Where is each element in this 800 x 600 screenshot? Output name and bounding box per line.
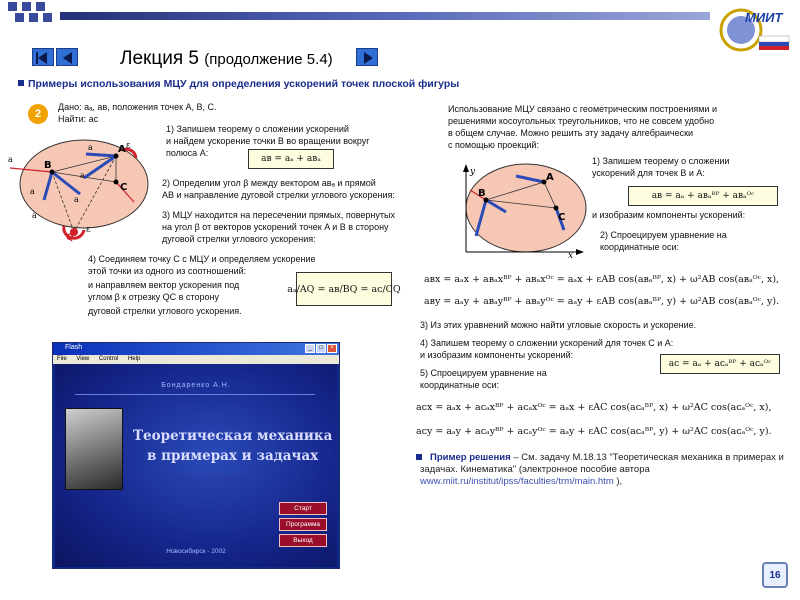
flash-stage	[55, 364, 337, 567]
svg-text:B: B	[44, 160, 52, 171]
flash-window	[52, 342, 340, 569]
step4-line3: и направляем вектор ускорения под	[88, 280, 240, 290]
step1-line1: 1) Запишем теорему о сложении ускорений	[166, 124, 349, 134]
right-body-diagram	[456, 160, 590, 260]
deco-square	[43, 13, 52, 22]
book-title-line2: в примерах и задачах	[147, 448, 319, 464]
example-label: Пример решения	[430, 452, 511, 463]
deco-square	[22, 2, 31, 11]
miit-logo	[715, 6, 795, 52]
svg-text:a: a	[32, 211, 37, 220]
r4-formula: aᴄ = aₐ + aᴄₐᴮᴾ + aᴄₐᴼᶜ	[660, 354, 780, 374]
r4-line1: 4) Запишем теорему о сложении ускорений для точек C и A:	[420, 338, 674, 348]
step1-line2: и найдем ускорение точки B во вращении вокруг	[166, 136, 370, 146]
step1-line3: полюса A:	[166, 148, 209, 158]
left-body-diagram	[4, 132, 160, 242]
menu-control[interactable]: Control	[98, 356, 119, 362]
program-button[interactable]: Программа	[279, 518, 327, 531]
r2-line2: координатные оси:	[600, 242, 680, 252]
flash-author: Бондаренко А.Н.	[161, 382, 231, 389]
minimize-button[interactable]: _	[305, 344, 315, 353]
intro-line1: Использование МЦУ связано с геометрическим построениями и	[448, 104, 717, 114]
equation-by: aʙy = aₐy + aʙₐyᴮᴾ + aʙₐyᴼᶜ = aₐy + εAB cos(aʙₐᴮᴾ, y) + ω²AB cos(aʙₐᴼᶜ, y).	[424, 296, 780, 307]
equation-cy: aᴄy = aₐy + aᴄₐyᴮᴾ + aᴄₐyᴼᶜ = aₐy + εAC cos(aᴄₐᴮᴾ, y) + ω²AC cos(aᴄₐᴼᶜ, y).	[416, 426, 772, 437]
example-paragraph	[420, 452, 790, 488]
title-main: Лекция 5	[120, 48, 199, 69]
deco-square	[29, 13, 38, 22]
flash-title: Flash	[65, 344, 83, 351]
book-part: Часть 1. Кинематика	[173, 474, 250, 483]
find-text: Найти: aᴄ	[58, 114, 99, 124]
svg-text:B: B	[478, 188, 486, 199]
menu-view[interactable]: View	[76, 356, 90, 362]
r1-line1: 1) Запишем теорему о сложении	[592, 156, 730, 166]
intro-line4: с помощью проекций:	[448, 140, 539, 150]
ratio-formula: aₐ/AQ = aʙ/BQ = aᴄ/CQ	[296, 272, 392, 306]
r1-formula: aʙ = aₐ + aʙₐᴮᴾ + aʙₐᴼᶜ	[628, 186, 778, 206]
menu-file[interactable]: File	[57, 356, 67, 362]
author-portrait	[65, 408, 123, 490]
r5-line2: координатные оси:	[420, 380, 500, 390]
svg-text:A: A	[118, 144, 126, 155]
start-button[interactable]: Старт	[279, 502, 327, 515]
svg-text:Q: Q	[66, 233, 74, 242]
example-url[interactable]: www.miit.ru/institut/ipss/faculties/trm/main.htm	[420, 476, 614, 487]
exit-button[interactable]: Выход	[279, 534, 327, 547]
page-number-badge: 16	[762, 562, 788, 588]
svg-text:ε: ε	[126, 141, 131, 151]
logo-text: МИИТ	[745, 10, 783, 25]
example-text: – См. задачу М.18.13 "Теоретическая механика в примерах и задачах. Кинематика" (электронное пособие автора	[420, 452, 784, 475]
step4-line4: углом β к отрезку QC в сторону	[88, 292, 219, 302]
r3-line: 3) Из этих уравнений можно найти угловые скорость и ускорение.	[420, 320, 697, 330]
step3-line1: 3) МЦУ находится на пересечении прямых, повернутых	[162, 210, 395, 220]
step4-line2: этой точки из одного из соотношений:	[88, 266, 247, 276]
r1-line3: и изобразим компоненты ускорений:	[592, 210, 746, 220]
step4-line1: 4) Соединяем точку C с МЦУ и определяем ускорение	[88, 254, 316, 264]
r2-line1: 2) Спроецируем уравнение на	[600, 230, 727, 240]
flash-divider	[75, 394, 315, 395]
svg-text:ε: ε	[86, 225, 91, 235]
step2-line1: 2) Определим угол β между вектором aʙₐ и прямой	[162, 178, 376, 188]
r1-line2: ускорений для точек B и A:	[592, 168, 705, 178]
step3-line2: на угол β от векторов ускорений точек A и B в сторону	[162, 222, 389, 232]
title-sub: (продолжение 5.4)	[204, 51, 333, 68]
close-button[interactable]: ×	[327, 344, 337, 353]
svg-text:y: y	[470, 167, 476, 177]
deco-square	[8, 2, 17, 11]
step1-formula: aʙ = aₐ + aʙₐ	[248, 149, 334, 169]
r5-line1: 5) Спроецируем уравнение на	[420, 368, 547, 378]
step4-line5: дуговой стрелки углового ускорения.	[88, 306, 242, 316]
step3-line3: дуговой стрелки углового ускорения:	[162, 234, 316, 244]
book-title-line1: Теоретическая механика	[133, 428, 333, 444]
flash-menubar	[53, 355, 339, 364]
prev-slide-button[interactable]	[56, 48, 78, 66]
maximize-button[interactable]: □	[316, 344, 326, 353]
svg-text:x: x	[568, 251, 574, 260]
subtitle: Примеры использования МЦУ для определения ускорений точек плоской фигуры	[28, 78, 460, 90]
svg-text:a: a	[8, 155, 13, 164]
deco-square	[15, 13, 24, 22]
equation-bx: aʙx = aₐx + aʙₐxᴮᴾ + aʙₐxᴼᶜ = aₐx + εAB cos(aʙₐᴮᴾ, x) + ω²AB cos(aʙₐᴼᶜ, x),	[424, 274, 780, 285]
svg-text:A: A	[546, 172, 554, 183]
top-decoration	[0, 0, 800, 30]
svg-text:a: a	[74, 195, 79, 204]
svg-text:C: C	[120, 182, 128, 193]
page-title	[120, 48, 333, 70]
next-slide-button[interactable]	[356, 48, 378, 66]
example-tail: ),	[613, 476, 623, 487]
deco-stripe	[60, 12, 710, 20]
given-text: Дано: aₐ, aʙ, положения точек A, B, C.	[58, 102, 217, 112]
menu-help[interactable]: Help	[127, 356, 141, 362]
first-slide-button[interactable]	[32, 48, 54, 66]
flash-city: Новосибирск - 2002	[166, 548, 226, 555]
intro-line2: решениями косоугольных треугольников, что не совсем удобно	[448, 116, 715, 126]
subtitle-bullet	[18, 80, 24, 86]
deco-square	[36, 2, 45, 11]
problem-number-badge: 2	[28, 104, 48, 124]
svg-text:a: a	[88, 143, 93, 152]
svg-text:a: a	[80, 171, 85, 180]
svg-text:C: C	[558, 212, 566, 223]
intro-line3: в общем случае. Можно решить эту задачу алгебраически	[448, 128, 694, 138]
svg-text:a: a	[30, 187, 35, 196]
flash-titlebar	[53, 343, 339, 355]
r4-line2: и изобразим компоненты ускорений:	[420, 350, 574, 360]
equation-cx: aᴄx = aₐx + aᴄₐxᴮᴾ + aᴄₐxᴼᶜ = aₐx + εAC cos(aᴄₐᴮᴾ, x) + ω²AC cos(aᴄₐᴼᶜ, x),	[416, 402, 772, 413]
step2-line2: AB и направление дуговой стрелки углового ускорения:	[162, 190, 395, 200]
